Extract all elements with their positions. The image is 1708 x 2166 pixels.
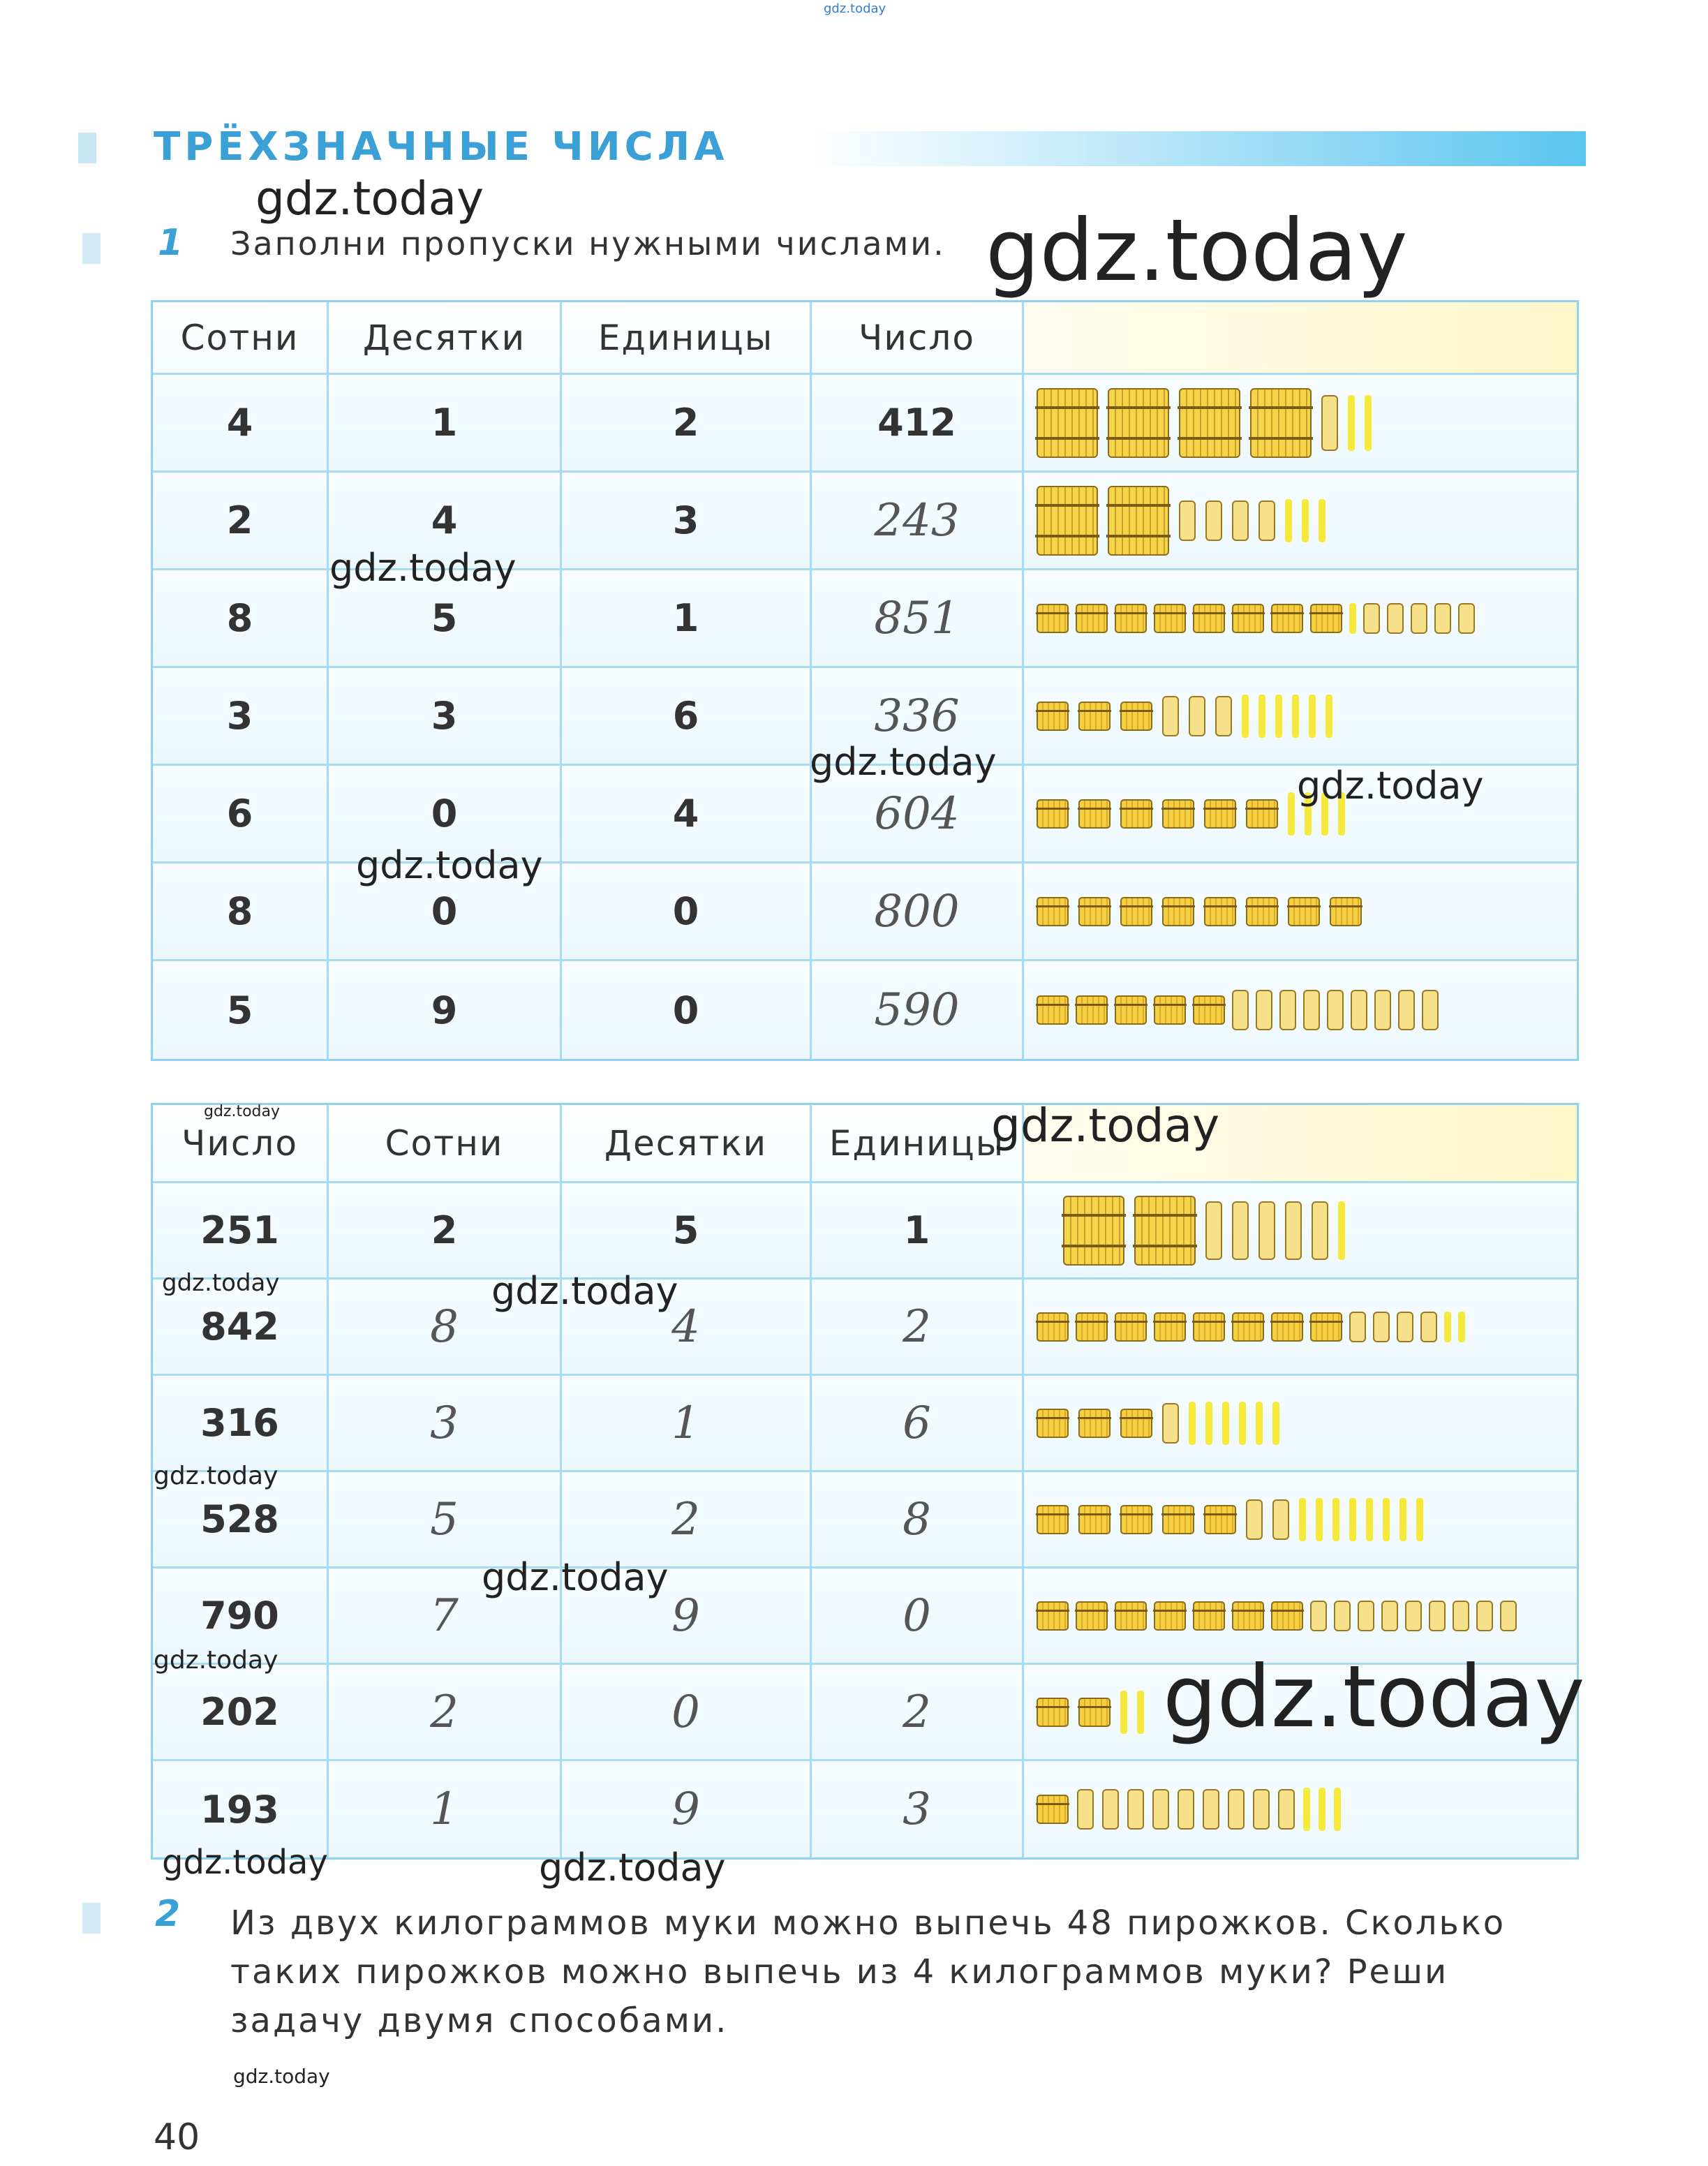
- table-row: [153, 1376, 1577, 1472]
- hundred-block-icon: [1078, 1698, 1111, 1727]
- hundred-block-icon: [1288, 897, 1320, 926]
- hundreds-cell: 8: [153, 570, 329, 666]
- ten-stick-icon: [1127, 1789, 1144, 1830]
- hundreds-cell-handwritten: 2: [329, 1665, 562, 1759]
- one-stick-icon: [1309, 695, 1316, 738]
- hundred-block-icon: [1037, 1409, 1069, 1438]
- hundred-block-icon: [1037, 1601, 1069, 1631]
- ten-stick-icon: [1310, 1601, 1327, 1631]
- hundred-block-icon: [1120, 1505, 1152, 1534]
- hundreds-cell-handwritten: 5: [329, 1472, 562, 1566]
- hundred-block-icon: [1037, 604, 1069, 633]
- header-tens: Десятки: [562, 1105, 812, 1181]
- ten-stick-icon: [1358, 1601, 1374, 1631]
- one-stick-icon: [1303, 1788, 1310, 1831]
- hundred-block-icon: [1037, 388, 1098, 458]
- hundred-block-icon: [1134, 1196, 1196, 1266]
- ten-stick-icon: [1162, 1403, 1179, 1444]
- hundred-block-icon: [1154, 1312, 1186, 1342]
- ones-cell: 1: [562, 570, 812, 666]
- hundred-block-icon: [1179, 388, 1240, 458]
- hundred-block-icon: [1162, 799, 1194, 829]
- ten-stick-icon: [1349, 1312, 1366, 1342]
- ten-stick-icon: [1429, 1601, 1446, 1631]
- page-number: 40: [154, 2116, 200, 2158]
- one-stick-icon: [1299, 1498, 1306, 1541]
- ten-stick-icon: [1258, 500, 1275, 541]
- hundred-block-icon: [1037, 995, 1069, 1025]
- watermark: gdz.today: [204, 1103, 281, 1120]
- table-row: [153, 1472, 1577, 1568]
- ten-stick-icon: [1405, 1601, 1422, 1631]
- one-stick-icon: [1334, 1788, 1341, 1831]
- one-stick-icon: [1416, 1498, 1423, 1541]
- hundred-block-icon: [1193, 604, 1225, 633]
- tens-cell: 5: [562, 1183, 812, 1277]
- hundreds-cell: 2: [153, 473, 329, 568]
- tens-cell-handwritten: 0: [562, 1665, 812, 1759]
- ten-stick-icon: [1373, 1312, 1390, 1342]
- section-marker: [78, 133, 96, 163]
- ten-stick-icon: [1279, 990, 1296, 1030]
- ten-stick-icon: [1258, 1201, 1275, 1260]
- one-stick-icon: [1349, 603, 1356, 634]
- hundred-block-icon: [1232, 604, 1264, 633]
- tens-cell: 3: [329, 668, 562, 764]
- watermark: gdz.today: [482, 1555, 669, 1599]
- ten-stick-icon: [1381, 1601, 1398, 1631]
- one-stick-icon: [1349, 1498, 1356, 1541]
- hundred-block-icon: [1037, 799, 1069, 829]
- hundred-block-icon: [1078, 1505, 1111, 1534]
- ten-stick-icon: [1253, 1789, 1270, 1830]
- number-cell: 842: [153, 1279, 329, 1374]
- hundreds-cell: 2: [329, 1183, 562, 1277]
- table-row: [153, 1183, 1577, 1279]
- tens-cell: 4: [329, 473, 562, 568]
- task-1-text: Заполни пропуски нужными числами.: [230, 225, 946, 262]
- one-stick-icon: [1120, 1691, 1127, 1734]
- hundred-block-icon: [1330, 897, 1362, 926]
- one-stick-icon: [1137, 1691, 1144, 1734]
- one-stick-icon: [1292, 695, 1299, 738]
- ten-stick-icon: [1398, 990, 1415, 1030]
- ones-cell-handwritten: 2: [812, 1279, 1024, 1374]
- watermark: gdz.today: [255, 172, 484, 225]
- number-cell: 316: [153, 1376, 329, 1470]
- ten-stick-icon: [1189, 696, 1205, 736]
- ten-stick-icon: [1232, 500, 1249, 541]
- ten-stick-icon: [1162, 696, 1179, 736]
- hundreds-cell-handwritten: 7: [329, 1568, 562, 1663]
- hundred-block-icon: [1037, 897, 1069, 926]
- watermark: gdz.today: [810, 740, 997, 784]
- ten-stick-icon: [1152, 1789, 1169, 1830]
- blocks-picture: [1024, 961, 1577, 1059]
- hundred-block-icon: [1204, 1505, 1236, 1534]
- ten-stick-icon: [1312, 1201, 1328, 1260]
- hundred-block-icon: [1108, 388, 1169, 458]
- ten-stick-icon: [1374, 990, 1391, 1030]
- hundred-block-icon: [1108, 486, 1169, 556]
- one-stick-icon: [1275, 695, 1282, 738]
- hundred-block-icon: [1115, 995, 1147, 1025]
- hundred-block-icon: [1076, 604, 1108, 633]
- one-stick-icon: [1258, 695, 1265, 738]
- ten-stick-icon: [1434, 603, 1451, 634]
- hundred-block-icon: [1120, 897, 1152, 926]
- tens-cell-handwritten: 2: [562, 1472, 812, 1566]
- ten-stick-icon: [1232, 1201, 1249, 1260]
- watermark: gdz.today: [154, 1646, 279, 1675]
- hundred-block-icon: [1120, 702, 1152, 731]
- ten-stick-icon: [1215, 696, 1232, 736]
- one-stick-icon: [1348, 395, 1355, 451]
- hundred-block-icon: [1115, 1601, 1147, 1631]
- hundred-block-icon: [1246, 799, 1278, 829]
- one-stick-icon: [1285, 499, 1292, 542]
- one-stick-icon: [1319, 499, 1325, 542]
- hundred-block-icon: [1037, 1505, 1069, 1534]
- hundred-block-icon: [1037, 486, 1098, 556]
- ten-stick-icon: [1303, 990, 1320, 1030]
- hundred-block-icon: [1310, 604, 1342, 633]
- blocks-picture: [1024, 863, 1577, 959]
- one-stick-icon: [1444, 1312, 1451, 1342]
- header-ones: Единицы: [562, 302, 812, 373]
- watermark: gdz.today: [1163, 1647, 1585, 1746]
- hundred-block-icon: [1271, 1601, 1303, 1631]
- section-header-bar: [810, 131, 1586, 166]
- header-number: Число: [153, 1105, 329, 1181]
- number-cell-handwritten: 243: [812, 473, 1024, 568]
- one-stick-icon: [1365, 395, 1372, 451]
- tens-cell: 0: [329, 766, 562, 861]
- table-2-header: [153, 1105, 1577, 1183]
- hundred-block-icon: [1037, 1795, 1069, 1824]
- ten-stick-icon: [1228, 1789, 1245, 1830]
- watermark: gdz.today: [329, 546, 517, 590]
- ones-cell: 2: [562, 375, 812, 470]
- hundred-block-icon: [1076, 1312, 1108, 1342]
- ten-stick-icon: [1205, 1201, 1222, 1260]
- number-cell: 202: [153, 1665, 329, 1759]
- ten-stick-icon: [1256, 990, 1272, 1030]
- task-2-number: 2: [155, 1893, 181, 1935]
- table-1-header: [153, 302, 1577, 375]
- header-hundreds: Сотни: [329, 1105, 562, 1181]
- tens-cell-handwritten: 9: [562, 1761, 812, 1857]
- one-stick-icon: [1319, 1788, 1325, 1831]
- hundreds-cell-handwritten: 1: [329, 1761, 562, 1857]
- hundred-block-icon: [1193, 995, 1225, 1025]
- ten-stick-icon: [1397, 1312, 1413, 1342]
- number-cell-handwritten: 604: [812, 766, 1024, 861]
- ones-cell: 0: [562, 961, 812, 1059]
- hundreds-cell: 8: [153, 863, 329, 959]
- hundred-block-icon: [1115, 1312, 1147, 1342]
- one-stick-icon: [1316, 1498, 1323, 1541]
- header-hundreds: Сотни: [153, 302, 329, 373]
- tens-cell-handwritten: 4: [562, 1279, 812, 1374]
- number-cell: 193: [153, 1761, 329, 1857]
- one-stick-icon: [1189, 1402, 1196, 1445]
- ten-stick-icon: [1351, 990, 1367, 1030]
- task-1-number: 1: [158, 222, 184, 264]
- hundred-block-icon: [1120, 1409, 1152, 1438]
- watermark: gdz.today: [539, 1846, 726, 1890]
- watermark: gdz.today: [162, 1843, 328, 1882]
- hundred-block-icon: [1193, 1601, 1225, 1631]
- one-stick-icon: [1222, 1402, 1229, 1445]
- hundred-block-icon: [1078, 1409, 1111, 1438]
- blocks-picture: [1024, 1279, 1577, 1374]
- hundred-block-icon: [1078, 897, 1111, 926]
- one-stick-icon: [1205, 1402, 1212, 1445]
- table-row: [153, 375, 1577, 473]
- one-stick-icon: [1242, 695, 1249, 738]
- ten-stick-icon: [1334, 1601, 1351, 1631]
- ones-cell: 4: [562, 766, 812, 861]
- watermark: gdz.today: [233, 2065, 330, 2088]
- hundreds-cell: 5: [153, 961, 329, 1059]
- hundred-block-icon: [1310, 1312, 1342, 1342]
- tens-cell: 5: [329, 570, 562, 666]
- hundred-block-icon: [1154, 995, 1186, 1025]
- blocks-picture: [1024, 1376, 1577, 1470]
- hundred-block-icon: [1232, 1312, 1264, 1342]
- watermark: gdz.today: [491, 1269, 678, 1313]
- watermark: gdz.today: [986, 201, 1408, 300]
- ones-cell-handwritten: 2: [812, 1665, 1024, 1759]
- table-row: [153, 1761, 1577, 1857]
- hundred-block-icon: [1271, 1312, 1303, 1342]
- hundred-block-icon: [1076, 995, 1108, 1025]
- ones-cell: 3: [562, 473, 812, 568]
- blocks-picture: [1024, 1183, 1577, 1277]
- ten-stick-icon: [1411, 603, 1427, 634]
- ones-cell: 6: [562, 668, 812, 764]
- ten-stick-icon: [1420, 1312, 1437, 1342]
- tens-cell: 0: [329, 863, 562, 959]
- number-cell-handwritten: 800: [812, 863, 1024, 959]
- blocks-picture: [1024, 668, 1577, 764]
- hundred-block-icon: [1162, 1505, 1194, 1534]
- ones-cell-handwritten: 8: [812, 1472, 1024, 1566]
- watermark: gdz.today: [356, 843, 543, 887]
- header-ones: Единицы: [812, 1105, 1024, 1181]
- ones-cell: 0: [562, 863, 812, 959]
- hundreds-cell: 4: [153, 375, 329, 470]
- blocks-picture: [1024, 375, 1577, 470]
- ten-stick-icon: [1246, 1499, 1263, 1540]
- number-cell-handwritten: 336: [812, 668, 1024, 764]
- number-cell-handwritten: 851: [812, 570, 1024, 666]
- watermark: gdz.today: [991, 1099, 1220, 1152]
- number-cell-handwritten: 590: [812, 961, 1024, 1059]
- blocks-picture: [1024, 1472, 1577, 1566]
- hundred-block-icon: [1078, 799, 1111, 829]
- number-cell: 251: [153, 1183, 329, 1277]
- hundred-block-icon: [1063, 1196, 1124, 1266]
- ten-stick-icon: [1458, 603, 1475, 634]
- task-2-text: Из двух килограммов муки можно выпечь 48 пирожков. Сколько таких пирожков можно выпечь из 4 килограммов муки? Реши задачу двумя способами.: [230, 1904, 1506, 2040]
- number-cell: 528: [153, 1472, 329, 1566]
- ten-stick-icon: [1232, 990, 1249, 1030]
- ten-stick-icon: [1327, 990, 1344, 1030]
- hundreds-cell-handwritten: 3: [329, 1376, 562, 1470]
- task-1-marker: [82, 233, 101, 264]
- ten-stick-icon: [1179, 500, 1196, 541]
- hundred-block-icon: [1204, 897, 1236, 926]
- blocks-picture: [1024, 473, 1577, 568]
- watermark: gdz.today: [1297, 764, 1484, 808]
- hundred-block-icon: [1232, 1601, 1264, 1631]
- ten-stick-icon: [1500, 1601, 1517, 1631]
- number-cell: 412: [812, 375, 1024, 470]
- hundred-block-icon: [1120, 799, 1152, 829]
- ten-stick-icon: [1178, 1789, 1194, 1830]
- hundred-block-icon: [1246, 897, 1278, 926]
- one-stick-icon: [1302, 499, 1309, 542]
- ten-stick-icon: [1387, 603, 1404, 634]
- ten-stick-icon: [1205, 500, 1222, 541]
- hundreds-cell: 3: [153, 668, 329, 764]
- ten-stick-icon: [1203, 1789, 1219, 1830]
- hundred-block-icon: [1154, 604, 1186, 633]
- ones-cell-handwritten: 0: [812, 1568, 1024, 1663]
- blocks-picture: [1024, 1761, 1577, 1857]
- hundred-block-icon: [1250, 388, 1312, 458]
- watermark: gdz.today: [162, 1269, 280, 1297]
- one-stick-icon: [1366, 1498, 1373, 1541]
- table-row: [153, 961, 1577, 1059]
- hundred-block-icon: [1037, 1698, 1069, 1727]
- tens-cell-handwritten: 9: [562, 1568, 812, 1663]
- one-stick-icon: [1256, 1402, 1263, 1445]
- one-stick-icon: [1383, 1498, 1390, 1541]
- tens-cell-handwritten: 1: [562, 1376, 812, 1470]
- hundred-block-icon: [1076, 1601, 1108, 1631]
- ten-stick-icon: [1102, 1789, 1119, 1830]
- one-stick-icon: [1332, 1498, 1339, 1541]
- task-2-marker: [82, 1903, 101, 1934]
- blocks-picture: [1024, 570, 1577, 666]
- hundred-block-icon: [1078, 702, 1111, 731]
- one-stick-icon: [1239, 1402, 1246, 1445]
- one-stick-icon: [1288, 792, 1295, 836]
- hundred-block-icon: [1037, 702, 1069, 731]
- ones-cell-handwritten: 3: [812, 1761, 1024, 1857]
- hundred-block-icon: [1271, 604, 1303, 633]
- ten-stick-icon: [1272, 1499, 1289, 1540]
- hundred-block-icon: [1037, 1312, 1069, 1342]
- hundreds-cell: 6: [153, 766, 329, 861]
- one-stick-icon: [1399, 1498, 1406, 1541]
- ten-stick-icon: [1453, 1601, 1469, 1631]
- watermark: gdz.today: [154, 1462, 279, 1490]
- ten-stick-icon: [1363, 603, 1380, 634]
- place-value-table-1: [151, 300, 1579, 1061]
- table-row: [153, 1279, 1577, 1376]
- hundred-block-icon: [1154, 1601, 1186, 1631]
- ten-stick-icon: [1476, 1601, 1493, 1631]
- ones-cell-handwritten: 6: [812, 1376, 1024, 1470]
- one-stick-icon: [1458, 1312, 1465, 1342]
- header-picture: [1024, 302, 1577, 373]
- one-stick-icon: [1338, 1201, 1345, 1260]
- hundreds-cell-handwritten: 8: [329, 1279, 562, 1374]
- site-watermark-top: gdz.today: [824, 1, 886, 16]
- section-title: ТРЁХЗНАЧНЫЕ ЧИСЛА: [154, 124, 729, 170]
- one-stick-icon: [1325, 695, 1332, 738]
- header-number: Число: [812, 302, 1024, 373]
- one-stick-icon: [1272, 1402, 1279, 1445]
- ten-stick-icon: [1285, 1201, 1302, 1260]
- hundred-block-icon: [1204, 799, 1236, 829]
- tens-cell: 1: [329, 375, 562, 470]
- ten-stick-icon: [1077, 1789, 1094, 1830]
- hundred-block-icon: [1162, 897, 1194, 926]
- ten-stick-icon: [1321, 395, 1338, 451]
- hundred-block-icon: [1193, 1312, 1225, 1342]
- header-tens: Десятки: [329, 302, 562, 373]
- number-cell: 790: [153, 1568, 329, 1663]
- tens-cell: 9: [329, 961, 562, 1059]
- hundred-block-icon: [1115, 604, 1147, 633]
- ones-cell: 1: [812, 1183, 1024, 1277]
- ten-stick-icon: [1278, 1789, 1295, 1830]
- ten-stick-icon: [1422, 990, 1439, 1030]
